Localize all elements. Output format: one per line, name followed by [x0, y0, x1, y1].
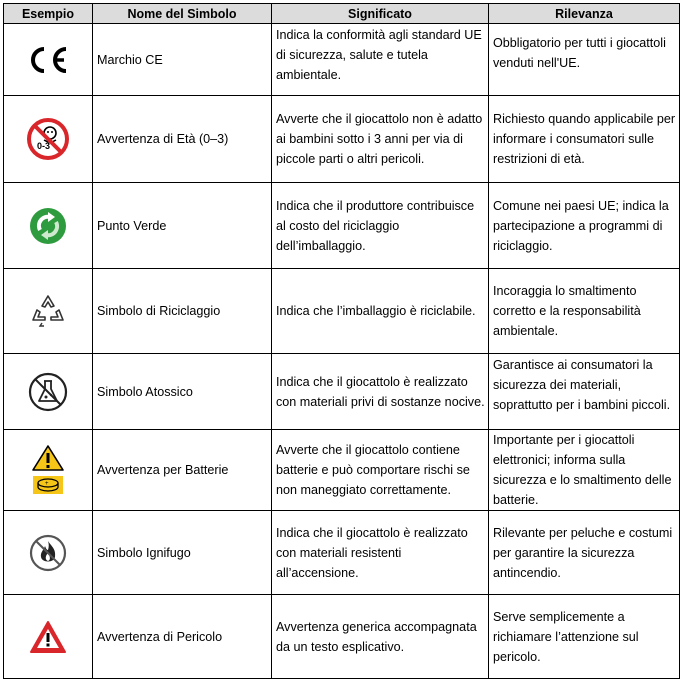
- table-row: [4, 595, 680, 679]
- example-cell: [4, 183, 93, 269]
- header-name: Nome del Simbolo: [93, 4, 272, 24]
- symbol-meaning: Avverte che il giocattolo contiene batterie e può comportare rischi se non maneggiato correttamente.: [272, 430, 489, 511]
- symbol-relevance: Serve semplicemente a richiamare l’attenzione sul pericolo.: [489, 595, 680, 679]
- symbol-meaning: Avvertenza generica accompagnata da un testo esplicativo.: [272, 595, 489, 679]
- example-cell: [4, 24, 93, 96]
- symbol-meaning: Indica la conformità agli standard UE di sicurezza, salute e tutela ambientale.: [272, 24, 489, 96]
- header-example: Esempio: [4, 4, 93, 24]
- symbol-name: Marchio CE: [93, 24, 272, 96]
- fire-resistant-icon: [28, 533, 68, 573]
- table-header-row: [4, 4, 680, 24]
- example-cell: [4, 354, 93, 430]
- svg-text:0-3: 0-3: [37, 141, 51, 151]
- symbol-meaning: Indica che il giocattolo è realizzato con materiali resistenti all’accensione.: [272, 511, 489, 595]
- example-cell: [4, 595, 93, 679]
- table-row: [4, 511, 680, 595]
- symbol-meaning: Indica che il produttore contribuisce al costo del riciclaggio dell’imballaggio.: [272, 183, 489, 269]
- green-dot-icon: [28, 206, 68, 246]
- example-cell: [4, 269, 93, 354]
- danger-warning-icon: [29, 620, 67, 654]
- symbol-relevance: Importante per i giocattoli elettronici; informa sulla sicurezza e lo smaltimento delle batterie.: [489, 430, 680, 511]
- table-row: [4, 96, 680, 183]
- symbol-name: Avvertenza per Batterie: [93, 430, 272, 511]
- symbol-name: Punto Verde: [93, 183, 272, 269]
- symbol-relevance: Obbligatorio per tutti i giocattoli venduti nell'UE.: [489, 24, 680, 96]
- symbol-meaning: Indica che il giocattolo è realizzato con materiali privi di sostanze nocive.: [272, 354, 489, 430]
- table-row: [4, 354, 680, 430]
- symbol-meaning: Indica che l’imballaggio è riciclabile.: [272, 269, 489, 354]
- symbol-relevance: Comune nei paesi UE; indica la partecipazione a programmi di riciclaggio.: [489, 183, 680, 269]
- symbol-relevance: Incoraggia lo smaltimento corretto e la responsabilità ambientale.: [489, 269, 680, 354]
- age-warning-icon: [26, 117, 70, 161]
- symbol-relevance: Richiesto quando applicabile per informare i consumatori sulle restrizioni di età.: [489, 96, 680, 183]
- table-row: [4, 430, 680, 511]
- symbol-relevance: Garantisce ai consumatori la sicurezza dei materiali, soprattutto per i bambini piccoli.: [489, 354, 680, 430]
- symbol-name: Avvertenza di Pericolo: [93, 595, 272, 679]
- symbol-name: Avvertenza di Età (0–3): [93, 96, 272, 183]
- symbol-name: Simbolo Ignifugo: [93, 511, 272, 595]
- recycling-icon: [29, 292, 67, 330]
- table-row: [4, 269, 680, 354]
- battery-warning-icon: [31, 444, 65, 496]
- example-cell: [4, 511, 93, 595]
- svg-text:+: +: [45, 481, 49, 487]
- symbol-name: Simbolo di Riciclaggio: [93, 269, 272, 354]
- toy-symbols-table: [3, 3, 680, 679]
- header-relevance: Rilevanza: [489, 4, 680, 24]
- symbol-relevance: Rilevante per peluche e costumi per garantire la sicurezza antincendio.: [489, 511, 680, 595]
- symbol-name: Simbolo Atossico: [93, 354, 272, 430]
- symbol-meaning: Avverte che il giocattolo non è adatto ai bambini sotto i 3 anni per via di piccole parti o altri pericoli.: [272, 96, 489, 183]
- header-meaning: Significato: [272, 4, 489, 24]
- example-cell: [4, 430, 93, 511]
- example-cell: [4, 96, 93, 183]
- non-toxic-icon: [27, 371, 69, 413]
- table-row: [4, 183, 680, 269]
- ce-mark-icon: [26, 45, 70, 75]
- table-row: [4, 24, 680, 96]
